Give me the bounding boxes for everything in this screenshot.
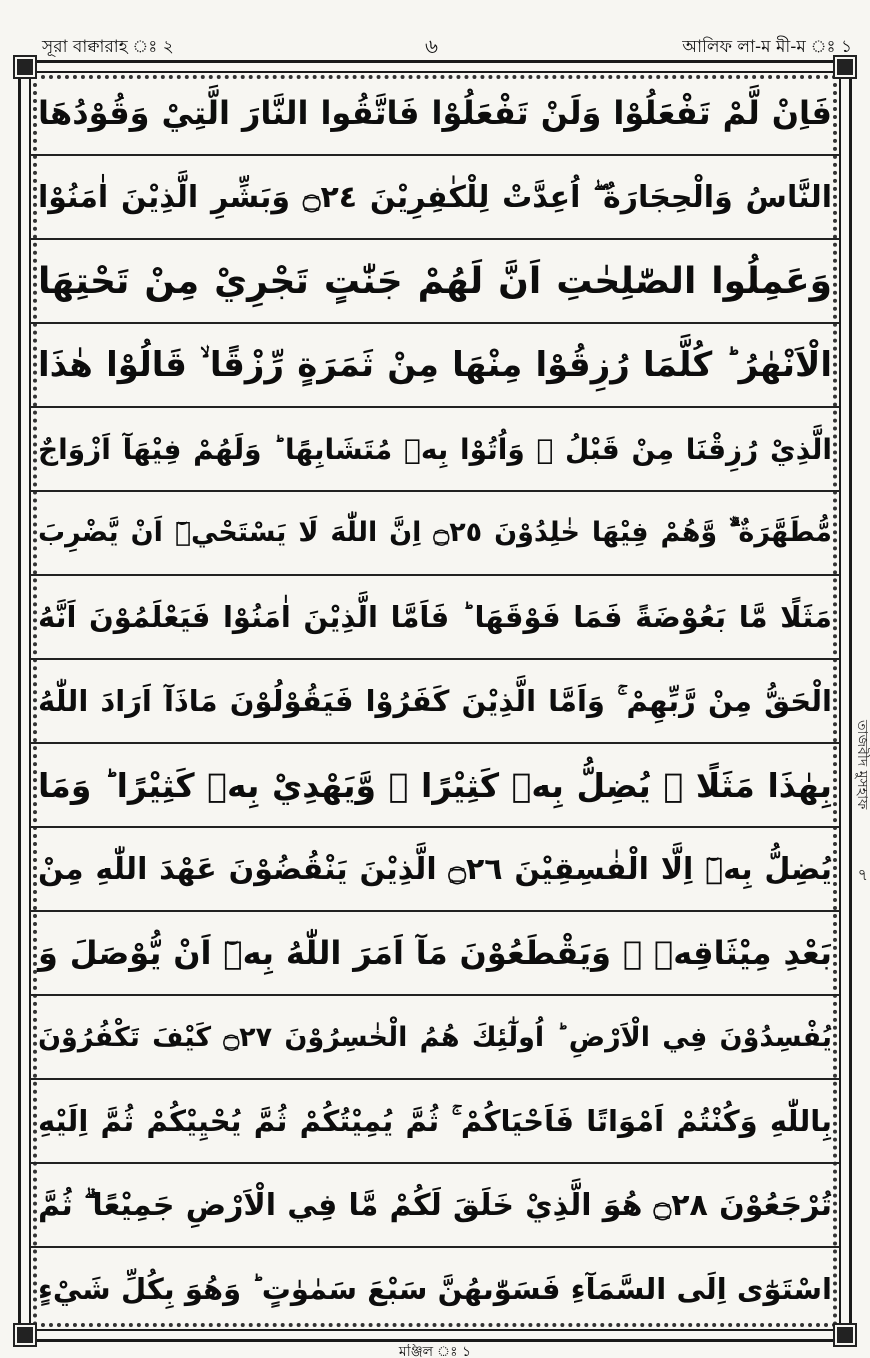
text-line xyxy=(30,996,840,1080)
text-line xyxy=(30,660,840,744)
page-footer xyxy=(0,1344,870,1358)
arabic-line-text: النَّاسُ وَالْحِجَارَةُ ۖ اُعِدَّتْ لِلْكٰفِرِيْنَ ۝٢٤ وَبَشِّرِ الَّذِيْنَ اٰمَنُوْا xyxy=(38,179,832,215)
text-line xyxy=(30,240,840,324)
side-margin-number: ৭ xyxy=(857,865,868,884)
arabic-line-text: مُّطَهَّرَةٌ ۙۗ وَّهُمْ فِيْهَا خٰلِدُوْنَ ۝٢٥ اِنَّ اللّٰهَ لَا يَسْتَحْيٖٓ اَنْ يَّضْرِبَ xyxy=(38,517,832,548)
side-margin-tab xyxy=(854,640,870,890)
arabic-line-text: اسْتَوٰٓى اِلَى السَّمَآءِ فَسَوّٰىهُنَّ سَبْعَ سَمٰوٰتٍ ؕ وَهُوَ بِكُلِّ شَيْءٍ xyxy=(38,1272,832,1306)
text-line xyxy=(30,324,840,408)
arabic-line-text: بِهٰذَا مَثَلًا ۘ يُضِلُّ بِهٖ كَثِيْرًا ۙ وَّيَهْدِيْ بِهٖ كَثِيْرًا ؕ وَمَا xyxy=(38,765,832,805)
arabic-line-text: بَعْدِ مِيْثَاقِهٖ ۠ وَيَقْطَعُوْنَ مَآ اَمَرَ اللّٰهُ بِهٖٓ اَنْ يُّوْصَلَ وَ xyxy=(38,934,832,972)
arabic-line-text: فَاِنْ لَّمْ تَفْعَلُوْا وَلَنْ تَفْعَلُوْا فَاتَّقُوا النَّارَ الَّتِيْ وَقُوْدُهَا xyxy=(38,94,832,132)
text-line xyxy=(30,492,840,576)
text-line xyxy=(30,828,840,912)
arabic-line-text: الَّذِيْ رُزِقْنَا مِنْ قَبْلُ ۙ وَاُتُوْا بِهٖ مُتَشَابِهًا ؕ وَلَهُمْ فِيْهَآ اَزْوَاجٌ xyxy=(38,432,832,466)
text-line xyxy=(30,408,840,492)
surah-label: সূরা বাক্বারাহ ঃ ২ xyxy=(42,37,174,57)
page-number: ৬ xyxy=(425,34,439,58)
text-line xyxy=(30,576,840,660)
text-line xyxy=(30,1164,840,1248)
text-line xyxy=(30,72,840,156)
arabic-line-text: الْحَقُّ مِنْ رَّبِّهِمْ ۚ وَاَمَّا الَّذِيْنَ كَفَرُوْا فَيَقُوْلُوْنَ مَاذَآ اَرَادَ اللّٰهُ xyxy=(38,683,832,718)
text-line xyxy=(30,1080,840,1164)
arabic-line-text: مَثَلًا مَّا بَعُوْضَةً فَمَا فَوْقَهَا ؕ فَاَمَّا الَّذِيْنَ اٰمَنُوْا فَيَعْلَمُوْنَ اَنَّهُ xyxy=(38,600,832,634)
quran-text-body xyxy=(30,72,840,1330)
arabic-line-text: وَعَمِلُوا الصّٰلِحٰتِ اَنَّ لَهُمْ جَنّٰتٍ تَجْرِيْ مِنْ تَحْتِهَا xyxy=(38,260,832,302)
text-line xyxy=(30,744,840,828)
para-label: আলিফ লা-ম মী-ম ঃ ১ xyxy=(682,37,852,57)
text-line xyxy=(30,912,840,996)
page-header xyxy=(0,0,870,62)
arabic-line-text: الْاَنْهٰرُ ؕ كُلَّمَا رُزِقُوْا مِنْهَا مِنْ ثَمَرَةٍ رِّزْقًا ۙ قَالُوْا هٰذَا xyxy=(38,345,832,385)
manzil-label: মঞ্জিল ঃ ১ xyxy=(398,1344,472,1358)
text-line xyxy=(30,1248,840,1330)
arabic-line-text: بِاللّٰهِ وَكُنْتُمْ اَمْوَاتًا فَاَحْيَاكُمْ ۚ ثُمَّ يُمِيْتُكُمْ ثُمَّ يُحْيِيْكُمْ ثُمَّ اِلَيْهِ xyxy=(38,1103,832,1138)
text-line xyxy=(30,156,840,240)
arabic-line-text: يُضِلُّ بِهٖٓ اِلَّا الْفٰسِقِيْنَ ۝٢٦ الَّذِيْنَ يَنْقُضُوْنَ عَهْدَ اللّٰهِ مِنْ xyxy=(38,851,832,887)
side-margin-text: তাজবীদ মুসহাফ xyxy=(854,720,870,810)
arabic-line-text: تُرْجَعُوْنَ ۝٢٨ هُوَ الَّذِيْ خَلَقَ لَكُمْ مَّا فِي الْاَرْضِ جَمِيْعًا ۗ ثُمَّ xyxy=(38,1187,832,1223)
arabic-line-text: يُفْسِدُوْنَ فِي الْاَرْضِ ؕ اُولٰٓئِكَ هُمُ الْخٰسِرُوْنَ ۝٢٧ كَيْفَ تَكْفُرُوْنَ xyxy=(38,1021,833,1053)
